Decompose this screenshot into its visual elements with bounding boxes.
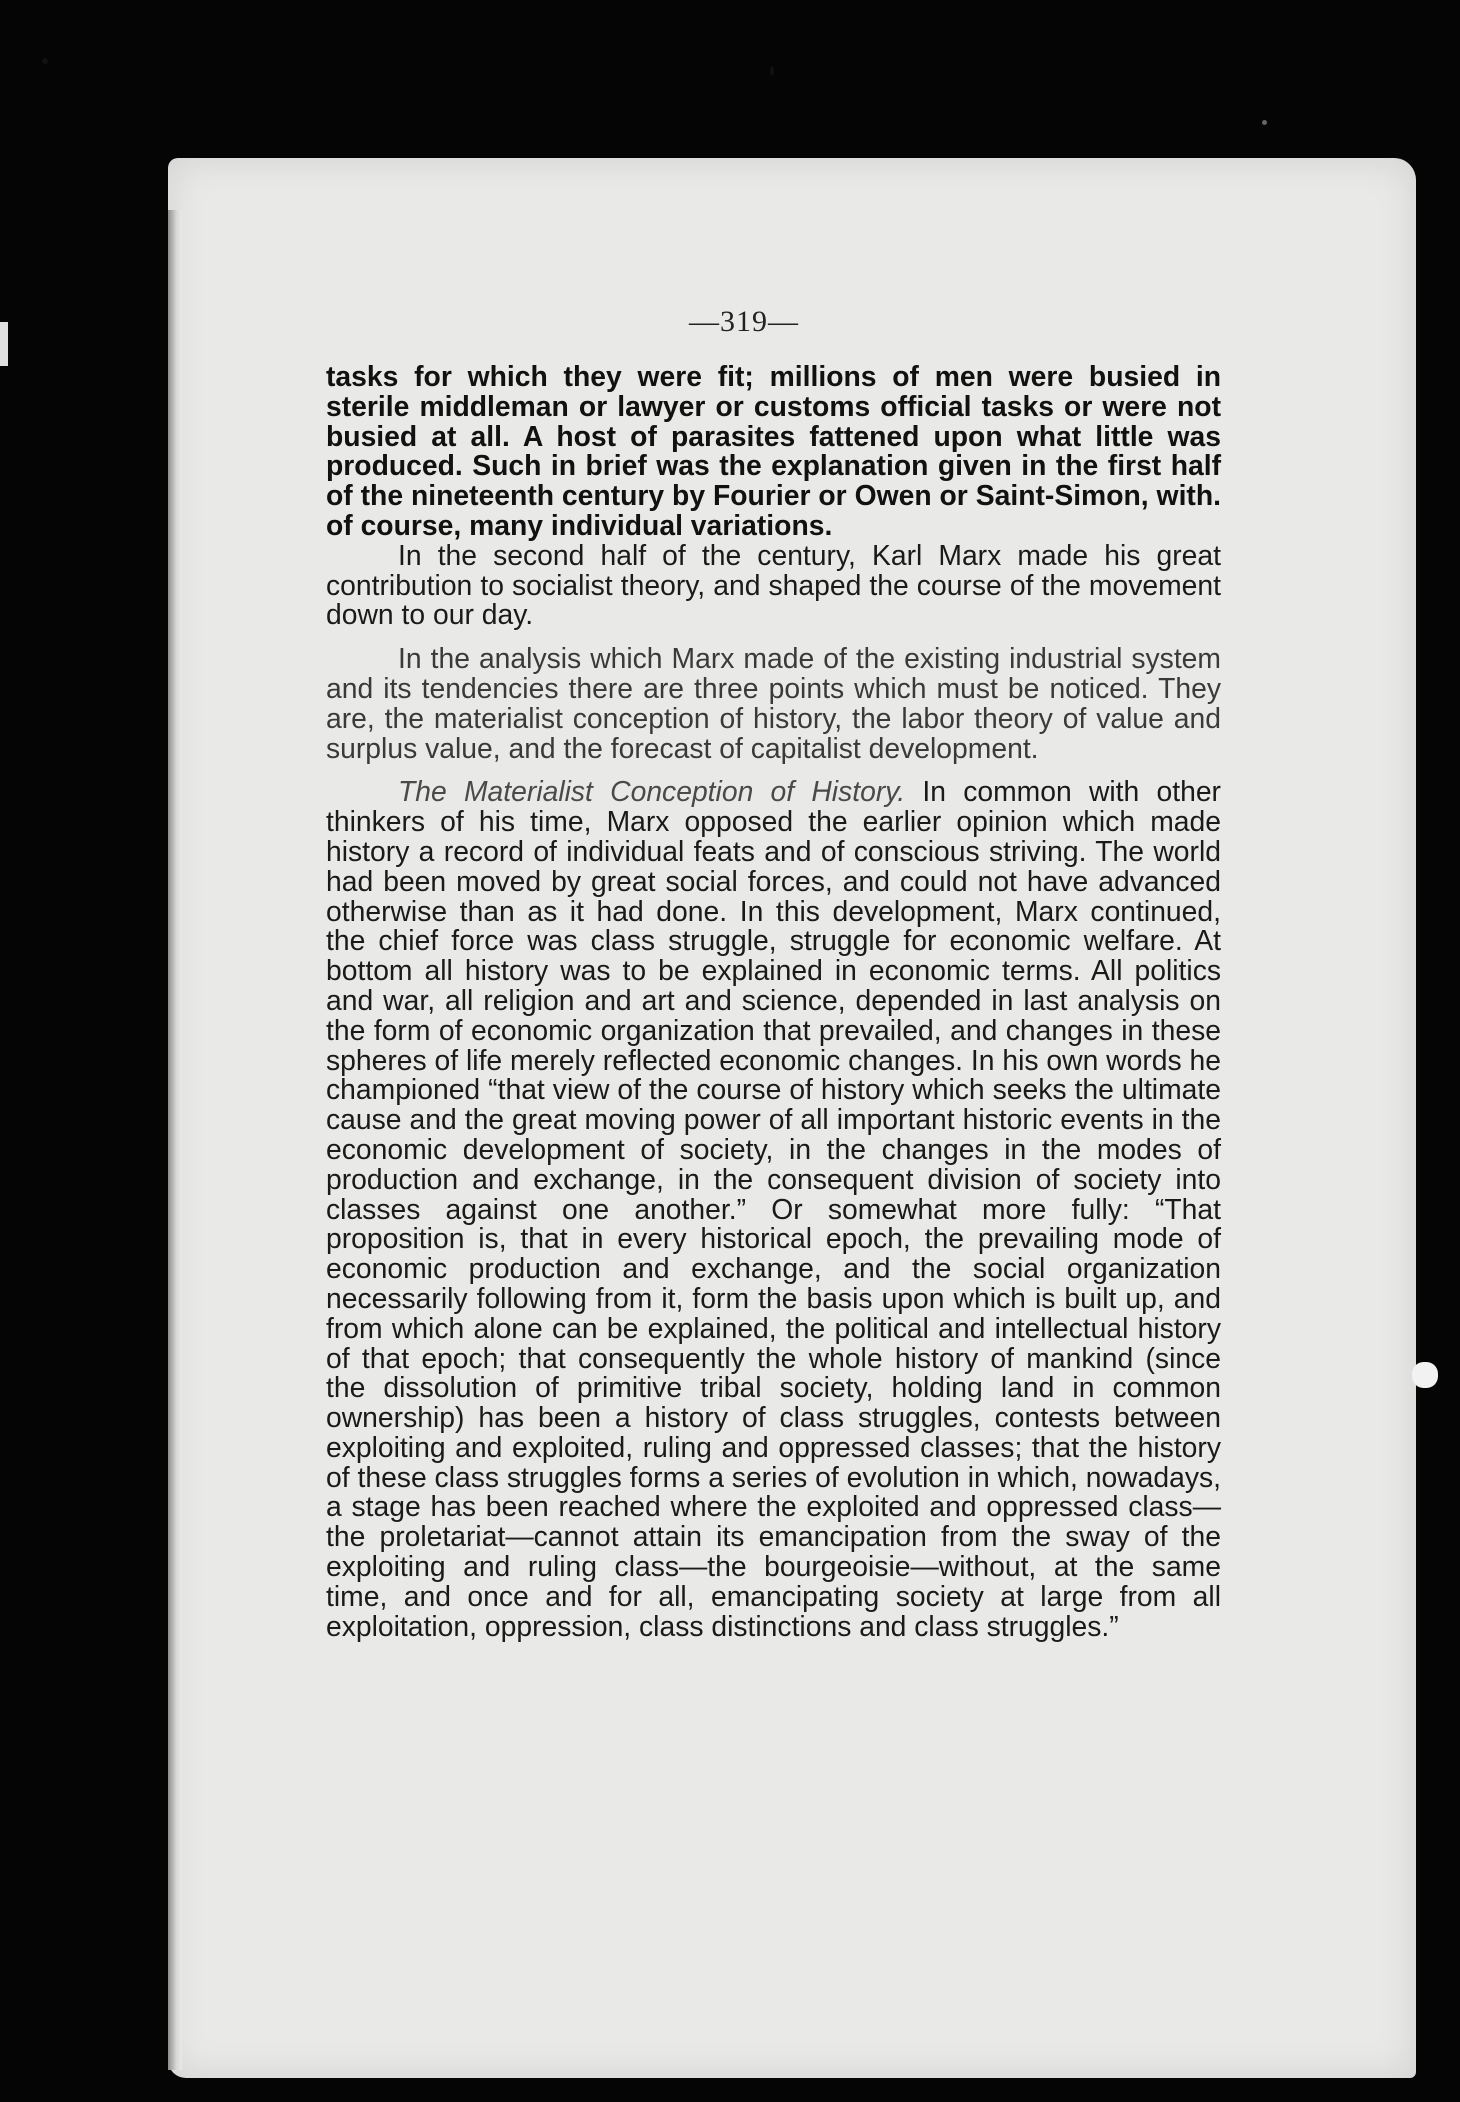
paragraph-materialist-conception (326, 777, 1221, 1641)
page-number: —319— (689, 305, 799, 338)
dust-speck (42, 58, 48, 64)
body-text (326, 362, 1221, 1641)
section-body: In common with other thinkers of his time, Marx opposed the earlier opinion which made history a record of individual feats and of conscious striving. The world had been moved by great social forces, and could not have advanced otherwise than as it had done. In this development, Marx continued, the chief force was class struggle, struggle for economic welfare. At bottom all history was to be explained in economic terms. All politics and war, all religion and art and science, depended in last analysis on the form of economic organization that prevailed, and changes in these spheres of life merely reflected economic changes. In his own words he championed “that view of the course of history which seeks the ultimate cause and the great moving power of all important historic events in the economic development of society, in the changes in the modes of production and exchange, in the consequent division of society into classes against one another.” Or somewhat more fully: “That proposition is, that in every historical epoch, the prevailing mode of economic production and exchange, and the social organization necessarily following from it, form the basis upon which is built up, and from which alone can be explained, the political and intellectual history of that epoch; that consequently the whole history of mankind (since the dissolution of primitive tribal society, holding land in common ownership) has been a history of class struggles, contests between exploiting and exploited, ruling and oppressed classes; that the history of these class struggles forms a series of evolution in which, nowadays, a stage has been reached where the exploited and oppressed class—the proletariat—cannot attain its emancipation from the sway of the exploiting and ruling class—the bourgeoisie—without, at the same time, and once and for all, emancipating society at large from all exploitation, oppression, class distinctions and class struggles.” (326, 775, 1221, 1642)
page-binding-edge (168, 210, 182, 2070)
paragraph-marx-contribution: In the second half of the century, Karl Marx made his great contribution to socialist theory, and shaped the course of the movement down to our day. (326, 538, 1221, 631)
paragraph-continuation: tasks for which they were fit; millions of men were busied in sterile middleman or lawyer or customs official tasks or were not busied at all. A host of parasites fattened upon what little was produced. Such in brief was the explanation given in the first half of the nineteenth century by Fourier or Owen or Saint-Simon, with. of course, many individual variations. (326, 360, 1221, 541)
dust-speck (770, 66, 774, 76)
paragraph-three-points: In the analysis which Marx made of the existing industrial system and its tendencies there are three points which must be noticed. They are, the materialist conception of history, the labor theory of value and surplus value, and the forecast of capitalist development. (326, 642, 1221, 764)
dust-speck (1262, 120, 1267, 125)
section-title: The Materialist Conception of History. (398, 775, 906, 808)
margin-blot (1412, 1362, 1438, 1388)
